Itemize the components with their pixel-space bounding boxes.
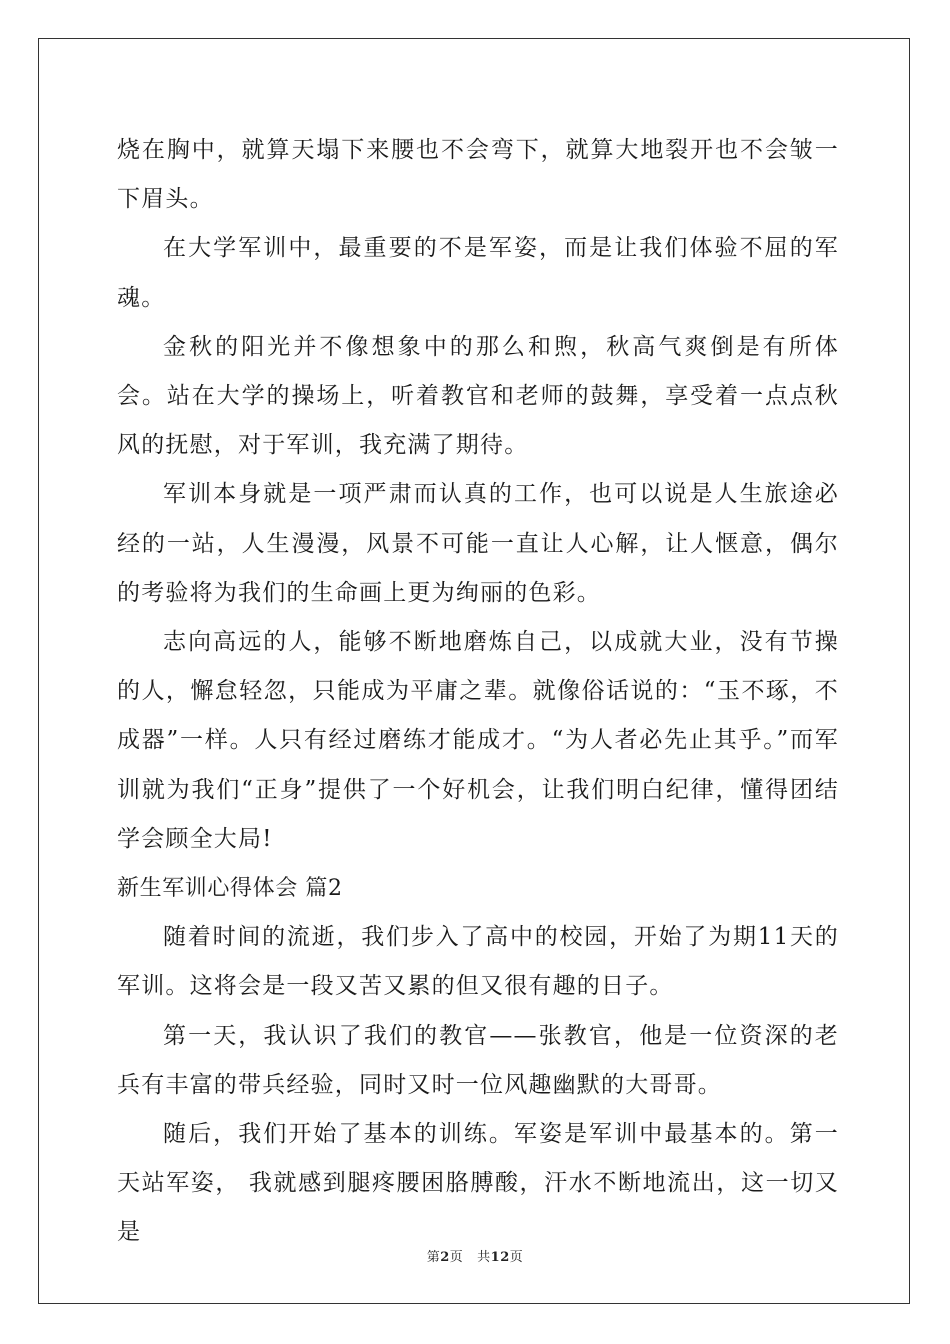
footer-total-suffix: 页 [509,1250,524,1265]
section-paragraph-2: 第一天，我认识了我们的教官——张教官，他是一位资深的老兵有丰富的带兵经验，同时又时一位风趣幽默的大哥哥。 [117,1022,839,1098]
document-body [117,126,839,1258]
section-paragraph-1: 随着时间的流逝，我们步入了高中的校园，开始了为期11天的军训。这将会是一段又苦又累的但又很有趣的日子。 [117,924,839,1000]
section-paragraph-3: 随后，我们开始了基本的训练。军姿是军训中最基本的。第一天站军姿， 我就感到腿疼腰困胳膊酸，汗水不断地流出，这一切又是 [117,1121,839,1246]
footer-total-pages: 12 [490,1250,510,1265]
paragraph-2: 在大学军训中，最重要的不是军姿，而是让我们体验不屈的军魂。 [117,235,839,311]
paragraph-4: 军训本身就是一项严肃而认真的工作，也可以说是人生旅途必经的一站，人生漫漫，风景不可能一直让人心解，让人惬意，偶尔的考验将为我们的生命画上更为绚丽的色彩。 [117,481,839,606]
footer-page-prefix: 第 [426,1250,441,1265]
paragraph-1: 烧在胸中，就算天塌下来腰也不会弯下，就算大地裂开也不会皱一下眉头。 [117,137,839,213]
paragraph-5: 志向高远的人，能够不断地磨炼自己，以成就大业，没有节操的人，懈怠轻忽，只能成为平庸之辈。就像俗话说的：“玉不琢，不成器”一样。人只有经过磨练才能成才。“为人者必先止其乎。”而军训就为我们“正身”提供了一个好机会，让我们明白纪律，懂得团结学会顾全大局! [117,629,839,852]
page-footer [0,1246,950,1265]
footer-page-suffix: 页 共 [449,1250,491,1265]
footer-page-number: 2 [440,1250,450,1265]
section-heading: 新生军训心得体会 篇2 [117,876,343,902]
paragraph-3: 金秋的阳光并不像想象中的那么和煦，秋高气爽倒是有所体会。站在大学的操场上，听着教官和老师的鼓舞，享受着一点点秋风的抚慰，对于军训，我充满了期待。 [117,333,839,459]
